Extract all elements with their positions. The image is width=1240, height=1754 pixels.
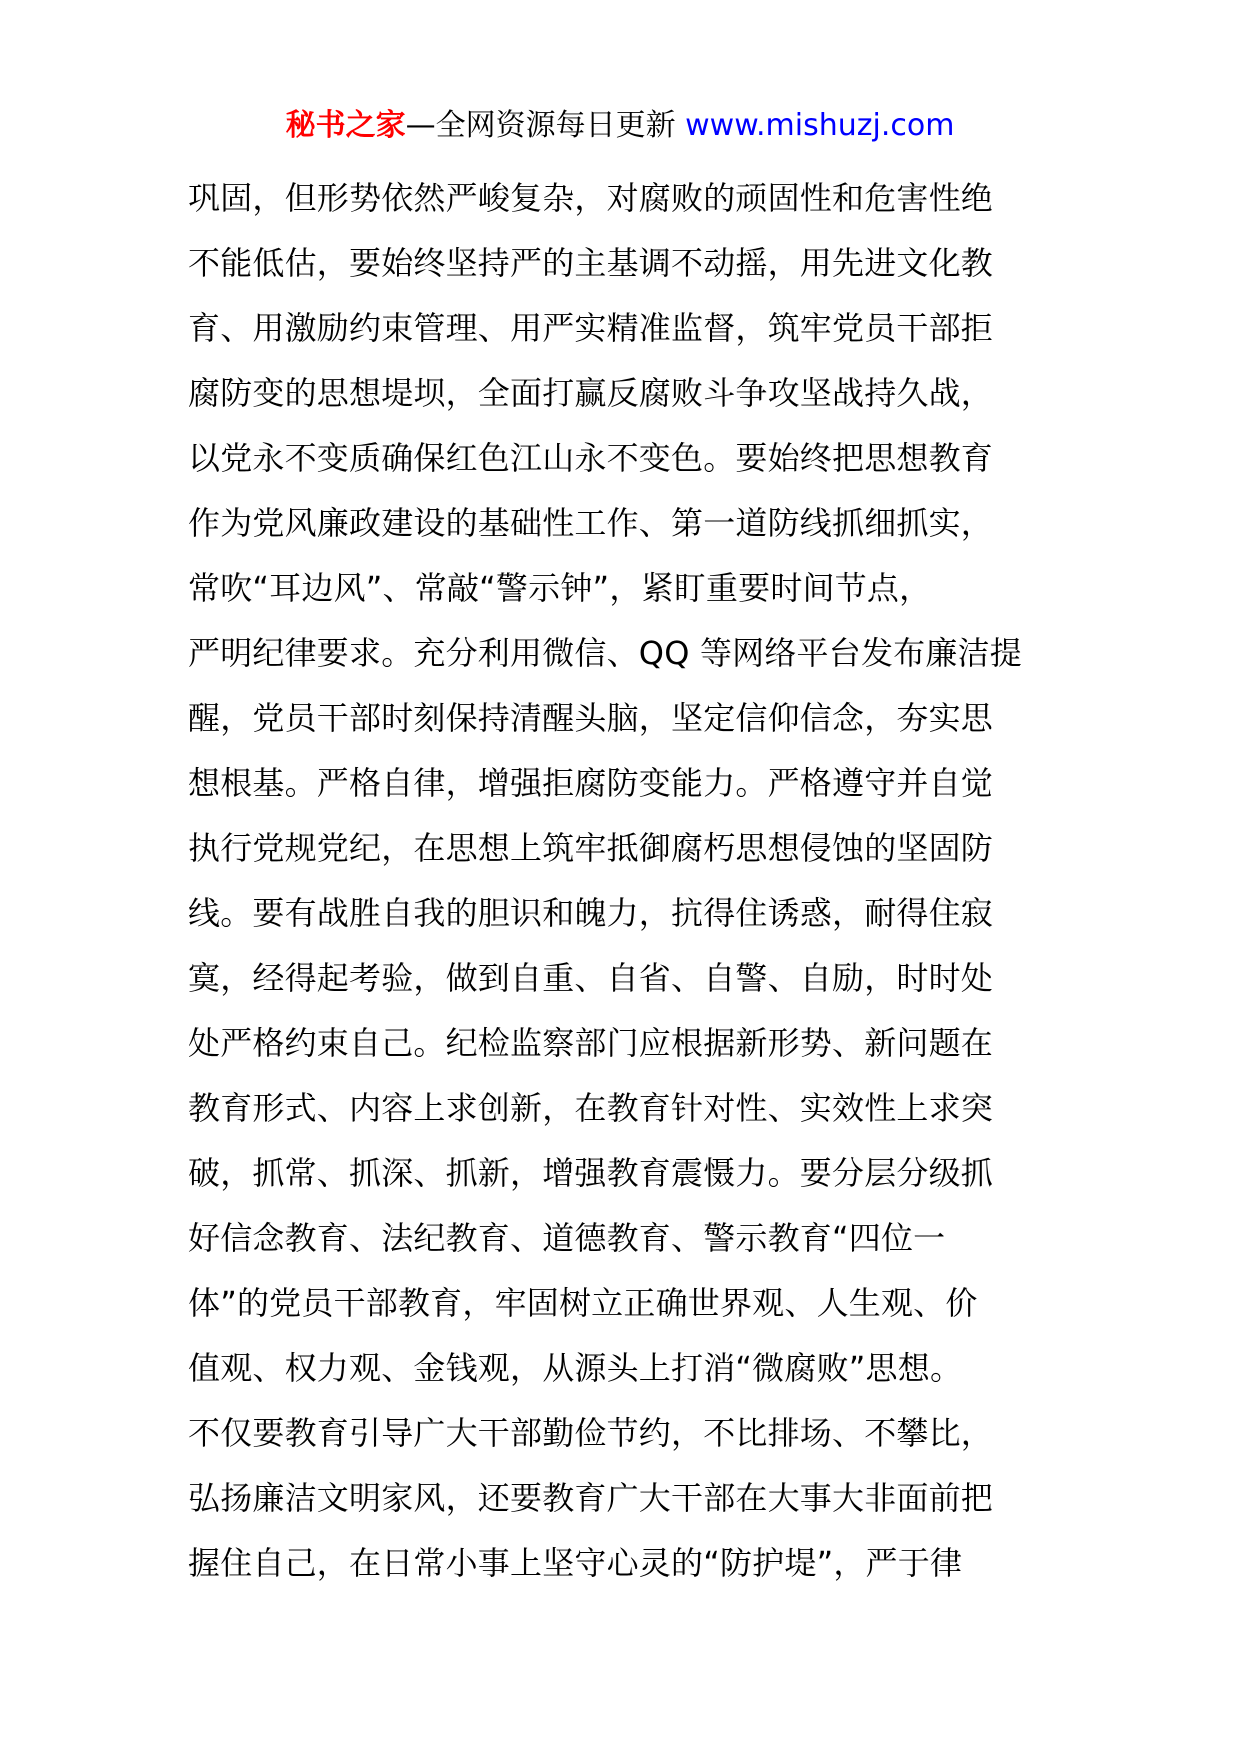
text-line: 执行党规党纪，在思想上筑牢抵御腐朽思想侵蚀的坚固防 bbox=[188, 829, 994, 867]
text-line: 教育形式、内容上求创新，在教育针对性、实效性上求突 bbox=[188, 1089, 994, 1127]
text-line: 弘扬廉洁文明家风，还要教育广大干部在大事大非面前把 bbox=[188, 1479, 994, 1517]
document-body bbox=[188, 166, 1058, 1596]
text-line: 值观、权力观、金钱观，从源头上打消“微腐败”思想。 bbox=[188, 1349, 963, 1387]
text-line: 巩固，但形势依然严峻复杂，对腐败的顽固性和危害性绝 bbox=[188, 179, 994, 217]
text-line: 好信念教育、法纪教育、道德教育、警示教育“四位一 bbox=[188, 1219, 946, 1257]
text-line: 严明纪律要求。充分利用微信、QQ 等网络平台发布廉洁提 bbox=[188, 634, 1022, 672]
text-line: 作为党风廉政建设的基础性工作、第一道防线抓细抓实， bbox=[188, 504, 994, 542]
text-line: 不仅要教育引导广大干部勤俭节约，不比排场、不攀比， bbox=[188, 1414, 994, 1452]
text-line: 育、用激励约束管理、用严实精准监督，筑牢党员干部拒 bbox=[188, 309, 994, 347]
header-tagline: —全网资源每日更新 bbox=[405, 108, 686, 143]
text-line: 腐防变的思想堤坝，全面打赢反腐败斗争攻坚战持久战， bbox=[188, 374, 994, 412]
text-line: 寞，经得起考验，做到自重、自省、自警、自励，时时处 bbox=[188, 959, 994, 997]
text-line: 醒，党员干部时刻保持清醒头脑，坚定信仰信念，夯实思 bbox=[188, 699, 994, 737]
text-line: 处严格约束自己。纪检监察部门应根据新形势、新问题在 bbox=[188, 1024, 994, 1062]
page-header bbox=[0, 104, 1240, 148]
text-line: 握住自己，在日常小事上坚守心灵的“防护堤”，严于律 bbox=[188, 1544, 963, 1582]
text-line: 线。要有战胜自我的胆识和魄力，抗得住诱惑，耐得住寂 bbox=[188, 894, 994, 932]
brand-name: 秘书之家 bbox=[285, 108, 406, 143]
website-link[interactable]: www.mishuzj.com bbox=[685, 108, 955, 143]
text-line: 想根基。严格自律，增强拒腐防变能力。严格遵守并自觉 bbox=[188, 764, 994, 802]
text-line: 不能低估，要始终坚持严的主基调不动摇，用先进文化教 bbox=[188, 244, 994, 282]
text-line: 常吹“耳边风”、常敲“警示钟”，紧盯重要时间节点， bbox=[188, 569, 932, 607]
text-line: 以党永不变质确保红色江山永不变色。要始终把思想教育 bbox=[188, 439, 994, 477]
text-line: 破，抓常、抓深、抓新，增强教育震慑力。要分层分级抓 bbox=[188, 1154, 994, 1192]
text-line: 体”的党员干部教育，牢固树立正确世界观、人生观、价 bbox=[188, 1284, 978, 1322]
